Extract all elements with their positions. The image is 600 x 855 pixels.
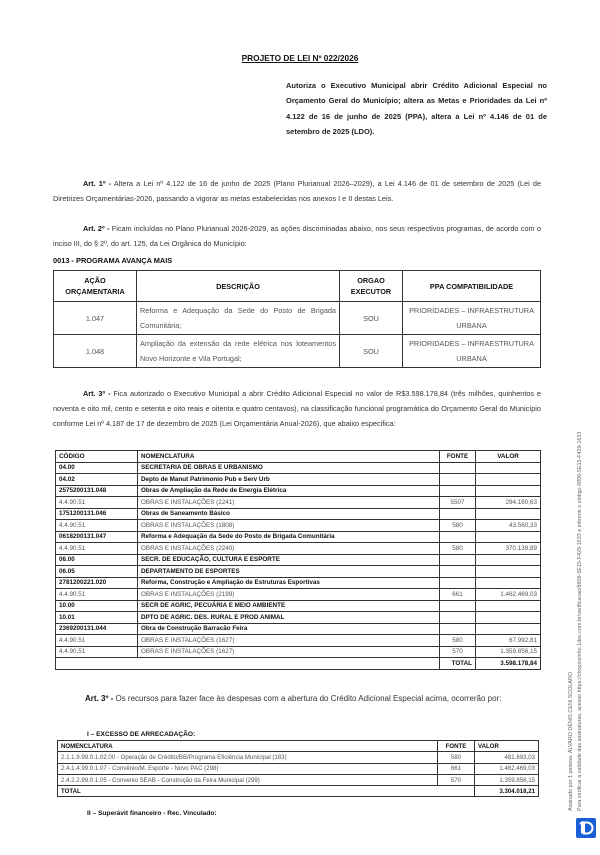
- total-label: TOTAL: [440, 658, 476, 670]
- table-row: [54, 335, 541, 368]
- table-row: [56, 577, 541, 589]
- article-3-resources: [55, 692, 550, 706]
- table-row: [56, 600, 541, 612]
- fonte-cell: [440, 577, 476, 589]
- codigo-cell: 4.4.90.51: [56, 497, 138, 509]
- total-value: 3.304.018,21: [475, 786, 539, 797]
- table-row: [54, 302, 541, 335]
- fonte-cell: 580: [440, 543, 476, 555]
- header-fonte: FONTE: [440, 451, 476, 463]
- codigo-cell: 06.05: [56, 566, 138, 578]
- table-row: [56, 508, 541, 520]
- fonte-cell: [440, 485, 476, 497]
- nomenclatura-cell: OBRAS E INSTALAÇÕES (2199): [138, 589, 440, 601]
- fonte-cell: 570: [438, 774, 475, 785]
- fonte-cell: [440, 531, 476, 543]
- signature-verification-link[interactable]: Para verificar a validade das assinaturas, acesse https://chopinzinho.1doc.com.br/verificacao/8806-5E15-F429-1633 e informe o código 8806-5E15-F429-1633: [577, 431, 583, 811]
- nomenclatura-cell: Obra de Construção Barracão Feira: [138, 623, 440, 635]
- ppa-cell: PRIORIDADES – INFRAESTRUTURA URBANA: [403, 302, 541, 335]
- nomenclatura-cell: OBRAS E INSTALAÇÕES (1808): [138, 520, 440, 532]
- valor-cell: 370.139,89: [476, 543, 541, 555]
- fonte-cell: [440, 566, 476, 578]
- nomenclatura-cell: DPTO DE AGRIC. DES. RURAL E PROD ANIMAL: [138, 612, 440, 624]
- codigo-cell: 04.02: [56, 474, 138, 486]
- excesso-total-row: [58, 786, 539, 797]
- codigo-cell: 4.4.90.51: [56, 543, 138, 555]
- valor-cell: 67.992,81: [476, 635, 541, 647]
- valor-cell: [476, 600, 541, 612]
- nomenclatura-cell: 2.1.1.9.99.0.1.02.00 - Operação de Crédito/BB/Programa Eficiência Municipal (183): [58, 752, 438, 763]
- nomenclatura-cell: DEPARTAMENTO DE ESPORTES: [138, 566, 440, 578]
- valor-cell: [476, 462, 541, 474]
- table-row: [56, 554, 541, 566]
- codigo-cell: 0618200131.047: [56, 531, 138, 543]
- nomenclatura-cell: OBRAS E INSTALAÇÕES (1627): [138, 646, 440, 658]
- article-2-label: Art. 2º -: [83, 224, 110, 233]
- nomenclatura-cell: 2.4.1.4.99.0.1.07 - Convênio/M. Esporte - Novo PAC (298): [58, 763, 438, 774]
- header-nomenclatura: NOMENCLATURA: [58, 741, 438, 752]
- table-row: [56, 520, 541, 532]
- codigo-cell: 2575200131.048: [56, 485, 138, 497]
- header-orgao: ORGAO EXECUTOR: [340, 271, 403, 302]
- valor-cell: [476, 474, 541, 486]
- article-3: [53, 386, 541, 432]
- nomenclatura-cell: 2.4.2.2.99.0.1.05 - Convenio SEAB - Construção da Feira Municipal (299): [58, 774, 438, 785]
- orgao-cell: SOU: [340, 335, 403, 368]
- nomenclatura-cell: OBRAS E INSTALAÇÕES (2241): [138, 497, 440, 509]
- nomenclatura-cell: SECR DE AGRIC, PECUÁRIA E MEIO AMBIENTE: [138, 600, 440, 612]
- table-row: [56, 612, 541, 624]
- fonte-cell: [440, 623, 476, 635]
- article-3-text: Fica autorizado o Executivo Municipal a abrir Crédito Adicional Especial no valor de R$3.598.178,84 (três milhões, quinhentos e noventa e oito mil, cento e setenta e oito reais e oitenta e quatro centavos), na classificação funcional programática do Orçamento Geral do Município conforme Lei nº 4.187 de 17 de dezembro de 2025 (Lei Orçamentária Anual-2026), que abaixo especifica:: [53, 389, 541, 429]
- nomenclatura-cell: OBRAS E INSTALAÇÕES (2240): [138, 543, 440, 555]
- fonte-cell: 580: [440, 635, 476, 647]
- fonte-cell: [440, 554, 476, 566]
- excesso-table-header: [58, 741, 539, 752]
- article-2-text: Ficam incluídas no Plano Plurianual 2026-2029, as ações discriminadas abaixo, nos seus respectivos programas, de acordo com o inciso III, do § 2º, do art. 125, da Lei Orgânica do Município:: [53, 224, 541, 249]
- fonte-cell: [440, 508, 476, 520]
- header-nomenclatura: NOMENCLATURA: [138, 451, 440, 463]
- table-row: [56, 589, 541, 601]
- fonte-cell: 580: [440, 520, 476, 532]
- fonte-cell: [440, 600, 476, 612]
- table-row: [56, 531, 541, 543]
- excesso-title: I – EXCESSO DE ARRECADAÇÃO:: [87, 731, 196, 738]
- orgao-cell: SOU: [340, 302, 403, 335]
- codigo-cell: 2781200221.020: [56, 577, 138, 589]
- article-1-label: Art. 1º -: [83, 179, 112, 188]
- header-descricao: DESCRIÇÃO: [137, 271, 340, 302]
- codigo-cell: 2369200131.044: [56, 623, 138, 635]
- header-fonte: FONTE: [438, 741, 475, 752]
- valor-cell: [476, 566, 541, 578]
- acao-cell: 1.048: [54, 335, 137, 368]
- codigo-cell: 10.01: [56, 612, 138, 624]
- table-row: [58, 774, 539, 785]
- 1doc-logo-icon: [576, 818, 596, 838]
- valor-cell: [476, 623, 541, 635]
- table-row: [56, 635, 541, 647]
- table-row: [58, 763, 539, 774]
- table-row: [58, 752, 539, 763]
- program-title: 0013 - PROGRAMA AVANÇA MAIS: [53, 256, 173, 265]
- codigo-cell: 04.00: [56, 462, 138, 474]
- table-row: [56, 474, 541, 486]
- acoes-table: [53, 270, 541, 368]
- valor-cell: 1.359.856,15: [475, 774, 539, 785]
- article-3-label: Art. 3º -: [83, 389, 111, 398]
- table-row: [56, 566, 541, 578]
- nomenclatura-cell: Reforma e Adequação da Sede do Posto de Brigada Comunitária: [138, 531, 440, 543]
- valor-cell: [476, 612, 541, 624]
- logo-glyph: [578, 821, 594, 835]
- header-valor: VALOR: [475, 741, 539, 752]
- valor-cell: 1.462.469,03: [475, 763, 539, 774]
- header-acao: AÇÃO ORÇAMENTARIA: [54, 271, 137, 302]
- codigo-cell: 4.4.90.51: [56, 520, 138, 532]
- header-codigo: CÓDIGO: [56, 451, 138, 463]
- codigo-cell: 10.00: [56, 600, 138, 612]
- descricao-cell: Ampliação da extensão da rede elétrica nos loteamentos Novo Horizonte e Vila Portugal;: [137, 335, 340, 368]
- nomenclatura-cell: Obras de Saneamento Básico: [138, 508, 440, 520]
- valor-cell: [476, 531, 541, 543]
- nomenclatura-cell: Depto de Manut Patrimonio Pub e Serv Urb: [138, 474, 440, 486]
- article-3b-text: Os recursos para fazer face às despesas com a abertura do Crédito Adicional Especial acima, ocorrerão por:: [113, 694, 502, 703]
- ppa-cell: PRIORIDADES – INFRAESTRUTURA URBANA: [403, 335, 541, 368]
- valor-cell: 1.462.469,03: [476, 589, 541, 601]
- excesso-table: [57, 740, 539, 797]
- fonte-cell: [440, 462, 476, 474]
- nomenclatura-cell: Obras de Ampliação da Rede de Energia Elétrica: [138, 485, 440, 497]
- codigo-cell: 4.4.90.51: [56, 589, 138, 601]
- table-row: [56, 497, 541, 509]
- codigo-cell: 06.00: [56, 554, 138, 566]
- fonte-cell: [440, 612, 476, 624]
- header-ppa: PPA COMPATIBILIDADE: [403, 271, 541, 302]
- article-1-text: Altera a Lei nº 4.122 de 16 de junho de 2025 (Plano Plurianual 2026–2029), a Lei 4.146 de 01 de setembro de 2025 (Lei de Diretrizes Orçamentárias-2026, passando a vigorar as metas estabelecidas nos anexos I e II destas Leis.: [53, 179, 542, 204]
- table-row: [56, 462, 541, 474]
- fonte-cell: 580: [438, 752, 475, 763]
- valor-cell: 43.560,33: [476, 520, 541, 532]
- valor-cell: 1.359.856,15: [476, 646, 541, 658]
- table-row: [56, 623, 541, 635]
- credito-table-header: [56, 451, 541, 463]
- article-2: [53, 221, 541, 251]
- article-3b-label: Art. 3º -: [85, 694, 114, 703]
- codigo-cell: 4.4.90.51: [56, 635, 138, 647]
- acoes-table-header: [54, 271, 541, 302]
- nomenclatura-cell: OBRAS E INSTALAÇÕES (1627): [138, 635, 440, 647]
- fonte-cell: 661: [440, 589, 476, 601]
- table-row: [56, 543, 541, 555]
- ementa: Autoriza o Executivo Municipal abrir Crédito Adicional Especial no Orçamento Geral do Município; altera as Metas e Prioridades da Lei nº 4.122 de 16 de junho de 2025 (PPA), altera a Lei nº 4.146 de 01 de setembro de 2025 (LDO).: [286, 81, 547, 136]
- credito-table: [55, 450, 541, 670]
- fonte-cell: 5507: [440, 497, 476, 509]
- document-title: PROJETO DE LEI Nº 022/2026: [241, 53, 359, 63]
- nomenclatura-cell: SECRETARIA DE OBRAS E URBANISMO: [138, 462, 440, 474]
- acao-cell: 1.047: [54, 302, 137, 335]
- valor-cell: [476, 508, 541, 520]
- signature-line-1: Assinado por 1 pessoa: ÁLVARO DÊNIS CENI SCOLARO: [568, 671, 574, 811]
- total-value: 3.598.178,84: [476, 658, 541, 670]
- valor-cell: 294.160,63: [476, 497, 541, 509]
- nomenclatura-cell: SECR. DE EDUCAÇÃO, CULTURA E ESPORTE: [138, 554, 440, 566]
- header-valor: VALOR: [476, 451, 541, 463]
- table-row: [56, 485, 541, 497]
- codigo-cell: 4.4.90.51: [56, 646, 138, 658]
- fonte-cell: [440, 474, 476, 486]
- table-row: [56, 646, 541, 658]
- valor-cell: 481.693,03: [475, 752, 539, 763]
- article-1: [53, 176, 541, 206]
- valor-cell: [476, 577, 541, 589]
- credito-total-row: [56, 658, 541, 670]
- total-label: TOTAL: [58, 786, 475, 797]
- descricao-cell: Reforma e Adequação da Sede do Posto de Brigada Comunitária;: [137, 302, 340, 335]
- fonte-cell: 661: [438, 763, 475, 774]
- valor-cell: [476, 485, 541, 497]
- superavit-title: II – Superávit financeiro - Rec. Vinculado:: [87, 810, 217, 817]
- nomenclatura-cell: Reforma, Construção e Ampliação de Estruturas Esportivas: [138, 577, 440, 589]
- valor-cell: [476, 554, 541, 566]
- codigo-cell: 1751200131.046: [56, 508, 138, 520]
- fonte-cell: 570: [440, 646, 476, 658]
